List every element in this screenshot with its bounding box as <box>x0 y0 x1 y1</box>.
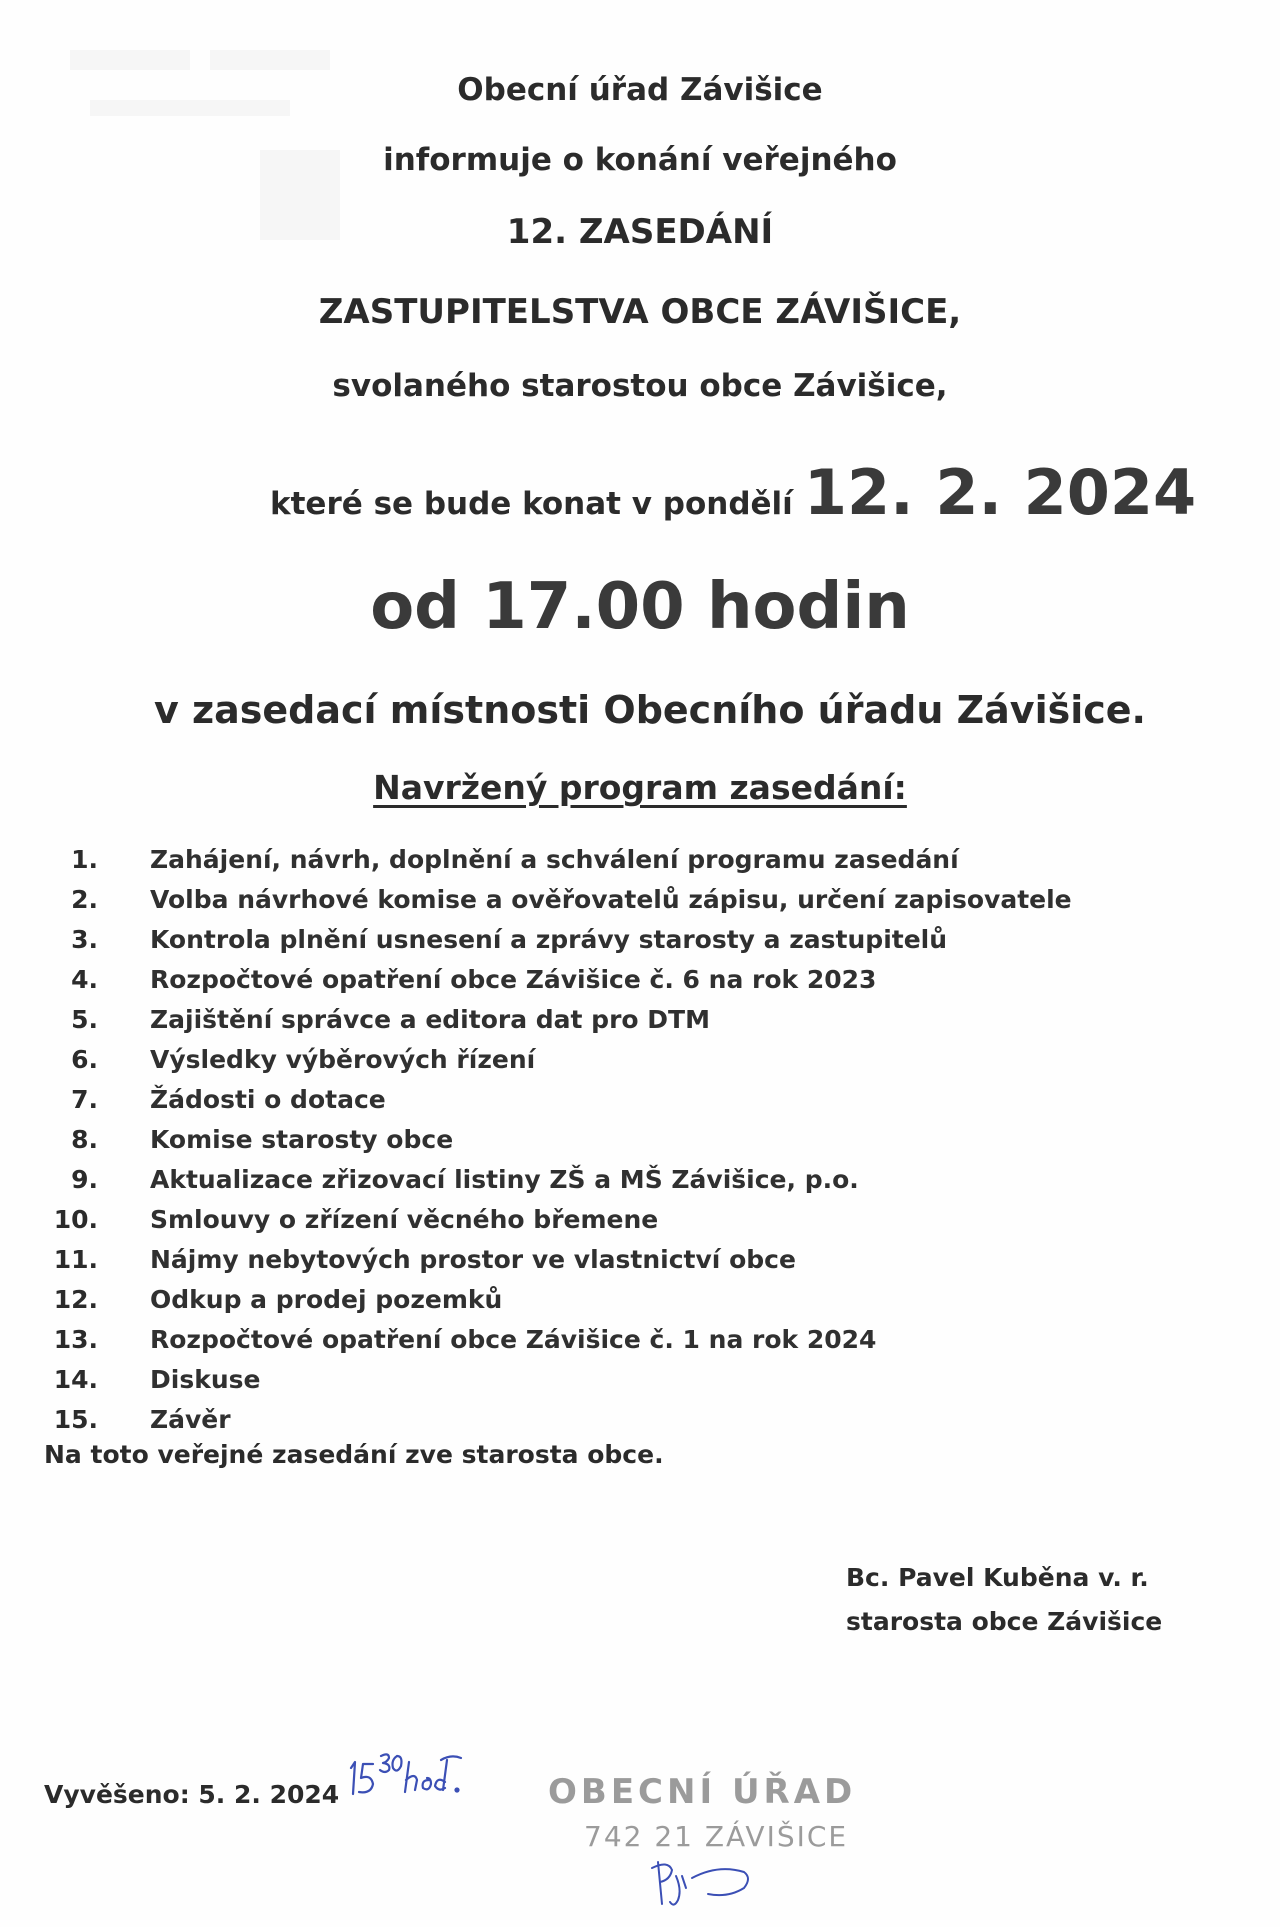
agenda-item-number: 11. <box>53 1245 98 1274</box>
agenda-item-number: 2. <box>71 885 98 914</box>
agenda-item-number: 15. <box>53 1405 98 1434</box>
agenda-item-text: Závěr <box>150 1405 231 1434</box>
agenda-item-text: Komise starosty obce <box>150 1125 454 1154</box>
signatory-name: Bc. Pavel Kuběna v. r. <box>846 1563 1149 1592</box>
office-stamp <box>548 1772 888 1912</box>
office-name: Obecní úřad Závišice <box>457 72 823 108</box>
agenda-item-number: 10. <box>53 1205 98 1234</box>
date-prefix: které se bude konat v pondělí <box>270 486 793 522</box>
agenda-item-text: Odkup a prodej pozemků <box>150 1285 503 1314</box>
agenda-item-text: Žádosti o dotace <box>150 1085 386 1114</box>
agenda-item <box>48 1240 1228 1280</box>
agenda-item-text: Zajištění správce a editora dat pro DTM <box>150 1005 710 1034</box>
agenda-item <box>48 1040 1228 1080</box>
stamp-address: 742 21 ZÁVIŠICE <box>584 1820 849 1853</box>
agenda-item-number: 12. <box>53 1285 98 1314</box>
session-number: 12. ZASEDÁNÍ <box>506 212 774 252</box>
agenda-item <box>48 1320 1228 1360</box>
agenda-item-number: 9. <box>71 1165 98 1194</box>
agenda-list <box>48 840 1228 1440</box>
agenda-item <box>48 1080 1228 1120</box>
council-title: ZASTUPITELSTVA OBCE ZÁVIŠICE, <box>318 292 962 332</box>
agenda-item <box>48 1120 1228 1160</box>
agenda-item-number: 1. <box>71 845 98 874</box>
program-heading: Navržený program zasedání: <box>373 768 907 807</box>
agenda-item <box>48 1400 1228 1440</box>
agenda-item-number: 8. <box>71 1125 98 1154</box>
meeting-place: v zasedací místnosti Obecního úřadu Závišice. <box>154 688 1146 732</box>
signatory-role: starosta obce Závišice <box>846 1607 1163 1636</box>
agenda-item-number: 6. <box>71 1045 98 1074</box>
agenda-item <box>48 1280 1228 1320</box>
informs-text: informuje o konání veřejného <box>383 142 897 178</box>
agenda-item-number: 5. <box>71 1005 98 1034</box>
agenda-item <box>48 1200 1228 1240</box>
agenda-item <box>48 1160 1228 1200</box>
posted-date: Vyvěšeno: 5. 2. 2024 <box>44 1780 340 1809</box>
agenda-item <box>48 960 1228 1000</box>
stamp-signature <box>648 1854 758 1914</box>
agenda-item-number: 4. <box>71 965 98 994</box>
agenda-item-text: Kontrola plnění usnesení a zprávy starosty a zastupitelů <box>150 925 948 954</box>
meeting-date: 12. 2. 2024 <box>803 456 1197 529</box>
convened-by: svolaného starostou obce Závišice, <box>332 368 948 404</box>
invitation-text: Na toto veřejné zasedání zve starosta obce. <box>44 1440 664 1469</box>
agenda-item <box>48 880 1228 920</box>
meeting-time: od 17.00 hodin <box>370 570 910 644</box>
signature-block <box>846 1556 1162 1644</box>
agenda-item-text: Volba návrhové komise a ověřovatelů zápisu, určení zapisovatele <box>150 885 1072 914</box>
agenda-item-number: 7. <box>71 1085 98 1114</box>
agenda-item-text: Smlouvy o zřízení věcného břemene <box>150 1205 659 1234</box>
agenda-item <box>48 920 1228 960</box>
agenda-item <box>48 1360 1228 1400</box>
agenda-item-text: Aktualizace zřizovací listiny ZŠ a MŠ Závišice, p.o. <box>150 1165 859 1194</box>
agenda-item <box>48 840 1228 880</box>
agenda-item-text: Zahájení, návrh, doplnění a schválení programu zasedání <box>150 845 959 874</box>
agenda-item-text: Výsledky výběrových řízení <box>150 1045 536 1074</box>
agenda-item-text: Rozpočtové opatření obce Závišice č. 1 na rok 2024 <box>150 1325 877 1354</box>
agenda-item-text: Diskuse <box>150 1365 261 1394</box>
meeting-date-row <box>270 456 1196 529</box>
agenda-item-number: 14. <box>53 1365 98 1394</box>
agenda-item <box>48 1000 1228 1040</box>
agenda-item-text: Rozpočtové opatření obce Závišice č. 6 na rok 2023 <box>150 965 877 994</box>
agenda-item-number: 3. <box>71 925 98 954</box>
agenda-item-number: 13. <box>53 1325 98 1354</box>
agenda-item-text: Nájmy nebytových prostor ve vlastnictví obce <box>150 1245 796 1274</box>
handwritten-time-note <box>345 1748 475 1808</box>
stamp-office: OBECNÍ ÚŘAD <box>548 1772 857 1812</box>
